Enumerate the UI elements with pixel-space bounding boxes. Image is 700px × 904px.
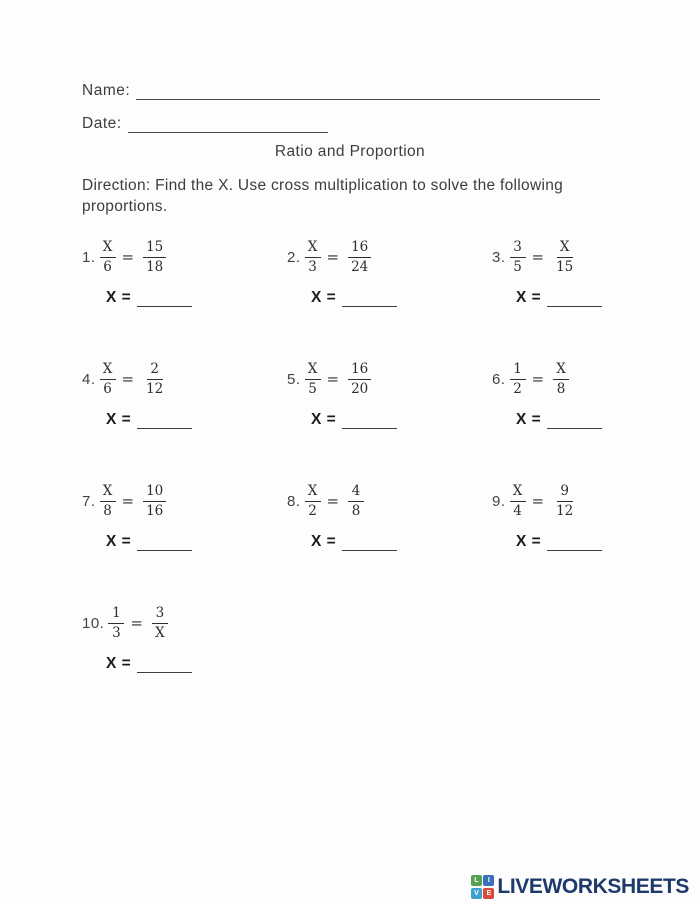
answer-label: X =	[311, 532, 337, 550]
problem-number: 2.	[287, 248, 301, 266]
problem-6	[492, 361, 697, 433]
fraction-denominator: 18	[146, 258, 164, 275]
liveworksheets-brand-text: LIVEWORKSHEETS	[497, 875, 689, 898]
equation	[492, 483, 697, 520]
liveworksheets-footer	[471, 875, 689, 899]
equation	[287, 483, 492, 520]
equation	[82, 605, 287, 642]
fraction-left	[100, 483, 116, 520]
fraction-numerator: 4	[348, 483, 364, 502]
equals-sign: =	[326, 248, 340, 267]
problem-number: 1.	[82, 248, 96, 266]
fraction-numerator: X	[305, 483, 321, 502]
fraction-denominator: 12	[146, 380, 164, 397]
equation	[287, 361, 492, 398]
problem-8	[287, 483, 492, 555]
equation	[492, 239, 697, 276]
equals-sign: =	[121, 248, 135, 267]
fraction-numerator: 9	[557, 483, 573, 502]
fraction-left	[510, 239, 526, 276]
answer-label: X =	[106, 654, 132, 672]
fraction-numerator: 15	[143, 239, 166, 258]
fraction-right	[348, 239, 371, 276]
date-blank-line[interactable]	[128, 117, 328, 133]
direction-text: Direction: Find the X. Use cross multiplication to solve the following proportions.	[82, 177, 564, 216]
problem-2	[287, 239, 492, 311]
fraction-denominator: 3	[308, 258, 317, 275]
answer-row	[516, 411, 697, 429]
fraction-denominator: 3	[112, 624, 121, 641]
fraction-right	[348, 483, 364, 520]
equation	[82, 361, 287, 398]
fraction-right	[152, 605, 168, 642]
equals-sign: =	[326, 370, 340, 389]
fraction-numerator: 1	[510, 361, 526, 380]
equals-sign: =	[121, 370, 135, 389]
equation	[287, 239, 492, 276]
answer-blank[interactable]	[137, 293, 192, 307]
answer-row	[106, 655, 287, 673]
answer-label: X =	[106, 410, 132, 428]
fraction-left	[510, 361, 526, 398]
answer-label: X =	[516, 532, 542, 550]
answer-label: X =	[106, 532, 132, 550]
fraction-right	[143, 239, 166, 276]
liveworksheets-logo-icon	[471, 875, 495, 899]
fraction-denominator: 8	[351, 502, 361, 519]
logo-letter-l: L	[471, 875, 482, 886]
answer-blank[interactable]	[342, 293, 397, 307]
fraction-denominator: 8	[103, 502, 112, 519]
answer-row	[516, 289, 697, 307]
fraction-left	[510, 483, 526, 520]
equals-sign: =	[121, 492, 135, 511]
fraction-left	[305, 483, 321, 520]
answer-row	[311, 289, 492, 307]
equals-sign: =	[326, 492, 340, 511]
logo-letter-i: I	[483, 875, 494, 886]
fraction-denominator: 8	[556, 380, 566, 397]
fraction-denominator: 4	[513, 502, 522, 519]
fraction-left	[100, 361, 116, 398]
name-blank-line[interactable]	[136, 84, 600, 100]
problem-1	[82, 239, 287, 311]
logo-letter-e: E	[483, 888, 494, 899]
problem-3	[492, 239, 697, 311]
fraction-left	[100, 239, 116, 276]
problems-grid	[82, 239, 618, 677]
fraction-denominator: 6	[103, 380, 112, 397]
name-label: Name:	[82, 82, 131, 99]
fraction-numerator: 16	[348, 239, 371, 258]
answer-blank[interactable]	[137, 415, 192, 429]
answer-row	[106, 289, 287, 307]
answer-blank[interactable]	[342, 415, 397, 429]
fraction-right	[553, 361, 569, 398]
fraction-numerator: X	[510, 483, 526, 502]
answer-row	[311, 533, 492, 551]
fraction-left	[305, 361, 321, 398]
problem-5	[287, 361, 492, 433]
fraction-denominator: 5	[513, 258, 522, 275]
problem-10	[82, 605, 287, 677]
fraction-denominator: 2	[513, 380, 522, 397]
fraction-numerator: 1	[108, 605, 124, 624]
fraction-numerator: X	[100, 239, 116, 258]
fraction-numerator: X	[553, 361, 569, 380]
fraction-numerator: 3	[152, 605, 168, 624]
answer-label: X =	[516, 410, 542, 428]
equals-sign: =	[531, 248, 545, 267]
fraction-left	[108, 605, 124, 642]
equals-sign: =	[531, 370, 545, 389]
problem-9	[492, 483, 697, 555]
fraction-denominator: 2	[308, 502, 317, 519]
answer-row	[106, 411, 287, 429]
answer-blank[interactable]	[547, 537, 602, 551]
name-field-row	[82, 82, 600, 100]
fraction-right	[348, 361, 371, 398]
answer-label: X =	[106, 288, 132, 306]
problem-number: 9.	[492, 492, 506, 510]
equals-sign: =	[531, 492, 545, 511]
answer-blank[interactable]	[547, 293, 602, 307]
fraction-denominator: 5	[308, 380, 317, 397]
answer-blank[interactable]	[137, 537, 192, 551]
answer-label: X =	[311, 288, 337, 306]
problem-number: 7.	[82, 492, 96, 510]
fraction-denominator: 20	[351, 380, 369, 397]
problem-number: 8.	[287, 492, 301, 510]
fraction-denominator: 15	[556, 258, 574, 275]
fraction-right	[553, 483, 576, 520]
fraction-numerator: X	[100, 361, 116, 380]
fraction-numerator: X	[557, 239, 573, 258]
equation	[82, 239, 287, 276]
equals-sign: =	[130, 614, 143, 633]
problem-4	[82, 361, 287, 433]
fraction-denominator: 16	[146, 502, 164, 519]
fraction-numerator: 16	[348, 361, 371, 380]
fraction-denominator: 6	[103, 258, 112, 275]
answer-row	[516, 533, 697, 551]
fraction-numerator: X	[100, 483, 116, 502]
answer-label: X =	[516, 288, 542, 306]
fraction-right	[553, 239, 576, 276]
answer-row	[311, 411, 492, 429]
answer-row	[106, 533, 287, 551]
answer-blank[interactable]	[547, 415, 602, 429]
fraction-left	[305, 239, 321, 276]
problem-number: 5.	[287, 370, 301, 388]
fraction-numerator: 10	[143, 483, 166, 502]
fraction-right	[143, 483, 166, 520]
problem-7	[82, 483, 287, 555]
fraction-denominator: 24	[351, 258, 369, 275]
fraction-denominator: X	[155, 624, 165, 641]
fraction-denominator: 12	[556, 502, 574, 519]
fraction-numerator: 3	[510, 239, 526, 258]
date-field-row	[82, 115, 328, 133]
problem-number: 4.	[82, 370, 96, 388]
logo-letter-v: V	[471, 888, 482, 899]
fraction-right	[143, 361, 166, 398]
fraction-numerator: 2	[147, 361, 163, 380]
answer-blank[interactable]	[342, 537, 397, 551]
worksheet-title: Ratio and Proportion	[274, 143, 426, 160]
equation	[492, 361, 697, 398]
date-label: Date:	[82, 115, 122, 132]
equation	[82, 483, 287, 520]
fraction-numerator: X	[305, 239, 321, 258]
problem-number: 10.	[82, 614, 105, 632]
answer-label: X =	[311, 410, 337, 428]
fraction-numerator: X	[305, 361, 321, 380]
problem-number: 3.	[492, 248, 506, 266]
answer-blank[interactable]	[137, 659, 192, 673]
problem-number: 6.	[492, 370, 506, 388]
